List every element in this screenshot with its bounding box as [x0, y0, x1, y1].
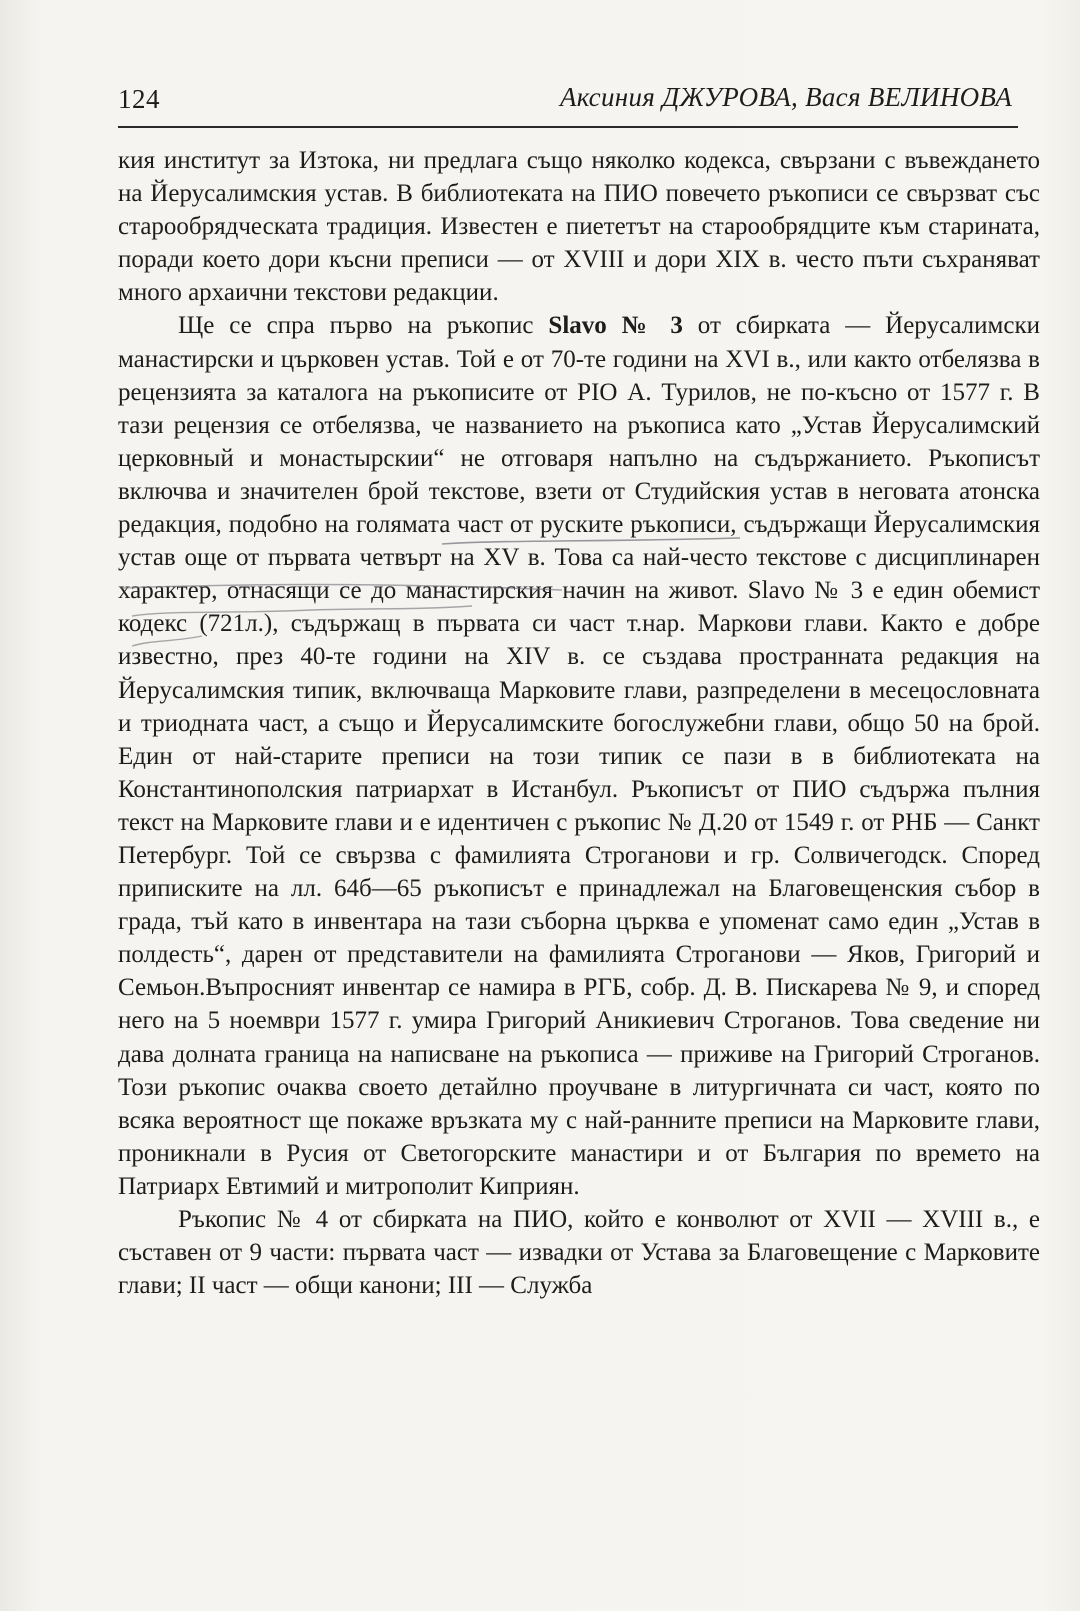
paragraph-3: Ръкопис № 4 от сбирката на ПИО, който е конволют от XVII — XVIII в., е съставен от 9 части: първата част — извадки от Устава за Благовещение с Марковите глави; II част — общи канони; III — Служба [118, 1206, 1040, 1300]
paragraph-2 [118, 309, 1040, 1203]
manuscript-slavo-3: Slavo № 3 [548, 312, 683, 340]
page-header [118, 78, 1018, 128]
paragraph-2-lead: Ще се спра първо на ръкопис [178, 312, 549, 340]
paragraph-2-rest: от сбирката — Йерусалимски манастирски и църковен устав. Той е от 70-те години на XVI в., или както отбелязва в рецензията за каталога на ръкописите от PIO А. Турилов, не по-късно от 1577 г. В тази рецензия се отбелязва, че названието на ръкописа като „Устав Йерусалимский церковный и монастырскии“ не отговаря напълно на съдържанието. Ръкописът включва и значителен брой текстове, взети от Студийския устав в неговата атонска редакция, подобно на голямата част от руските ръкописи, съдържащи Йерусалимския устав още от първата четвърт на XV в. Това са най-често текстове с дисциплинарен характер, отнасящи се до манастирския начин на живот. Slavo № 3 е един обемист кодекс (721л.), съдържащ в първата си част т.нар. Маркови глави. Както е добре известно, през 40-те години на XIV в. се създава пространната редакция на Йерусалимския типик, включваща Марковите глави, разпределени в месецословната и триодната част, а също и Йерусалимските богослужебни глави, общо 50 на брой. Един от най-старите преписи на този типик се пази в в библиотеката на Константинополския патриархат в Истанбул. Ръкописът от ПИО съдържа пълния текст на Марковите глави и е идентичен с ръкопис № Д.20 от 1549 г. от РНБ — Санкт Петербург. Той се свързва с фамилията Строганови и гр. Солвичегодск. Според приписките на лл. 64б—65 ръкописът е принадлежал на Благовещенския събор в града, тъй като в инвентара на тази съборна църква е упоменат само един „Устав в полдесть“, дарен от представители на фамилията Строганови — Яков, Григорий и Семьон.Въпросният инвентар се намира в РГБ, собр. Д. В. Пискарева № 9, и според него на 5 ноември 1577 г. умира Григорий Аникиевич Строганов. Това сведение ни дава долната граница на написване на ръкописа — приживе на Григорий Строганов. Този ръкопис очаква своето детайлно проучване в литургичната си част, която по всяка вероятност ще покаже връзката му с най-ранните преписи на Марковите глави, проникнали в Русия от Светогорските манастири и от България по времето на Патриарх Евтимий и митрополит Киприян. [118, 312, 1040, 1200]
body-text [118, 144, 1040, 1302]
running-head-authors: Аксиния ДЖУРОВА, Вася ВЕЛИНОВА [559, 82, 1012, 112]
paragraph-1: кия институт за Изтока, ни предлага също няколко кодекса, свързани с въвеждането на Йерусалимския устав. В библиотеката на ПИО повечето ръкописи се свързват със старообрядческата традиция. Известен е пиететът на старообрядците към старината, поради което дори късни преписи — от XVIII и дори XIX в. често пъти съхраняват много архаични текстови редакции. [118, 147, 1040, 307]
page-number: 124 [118, 84, 160, 114]
